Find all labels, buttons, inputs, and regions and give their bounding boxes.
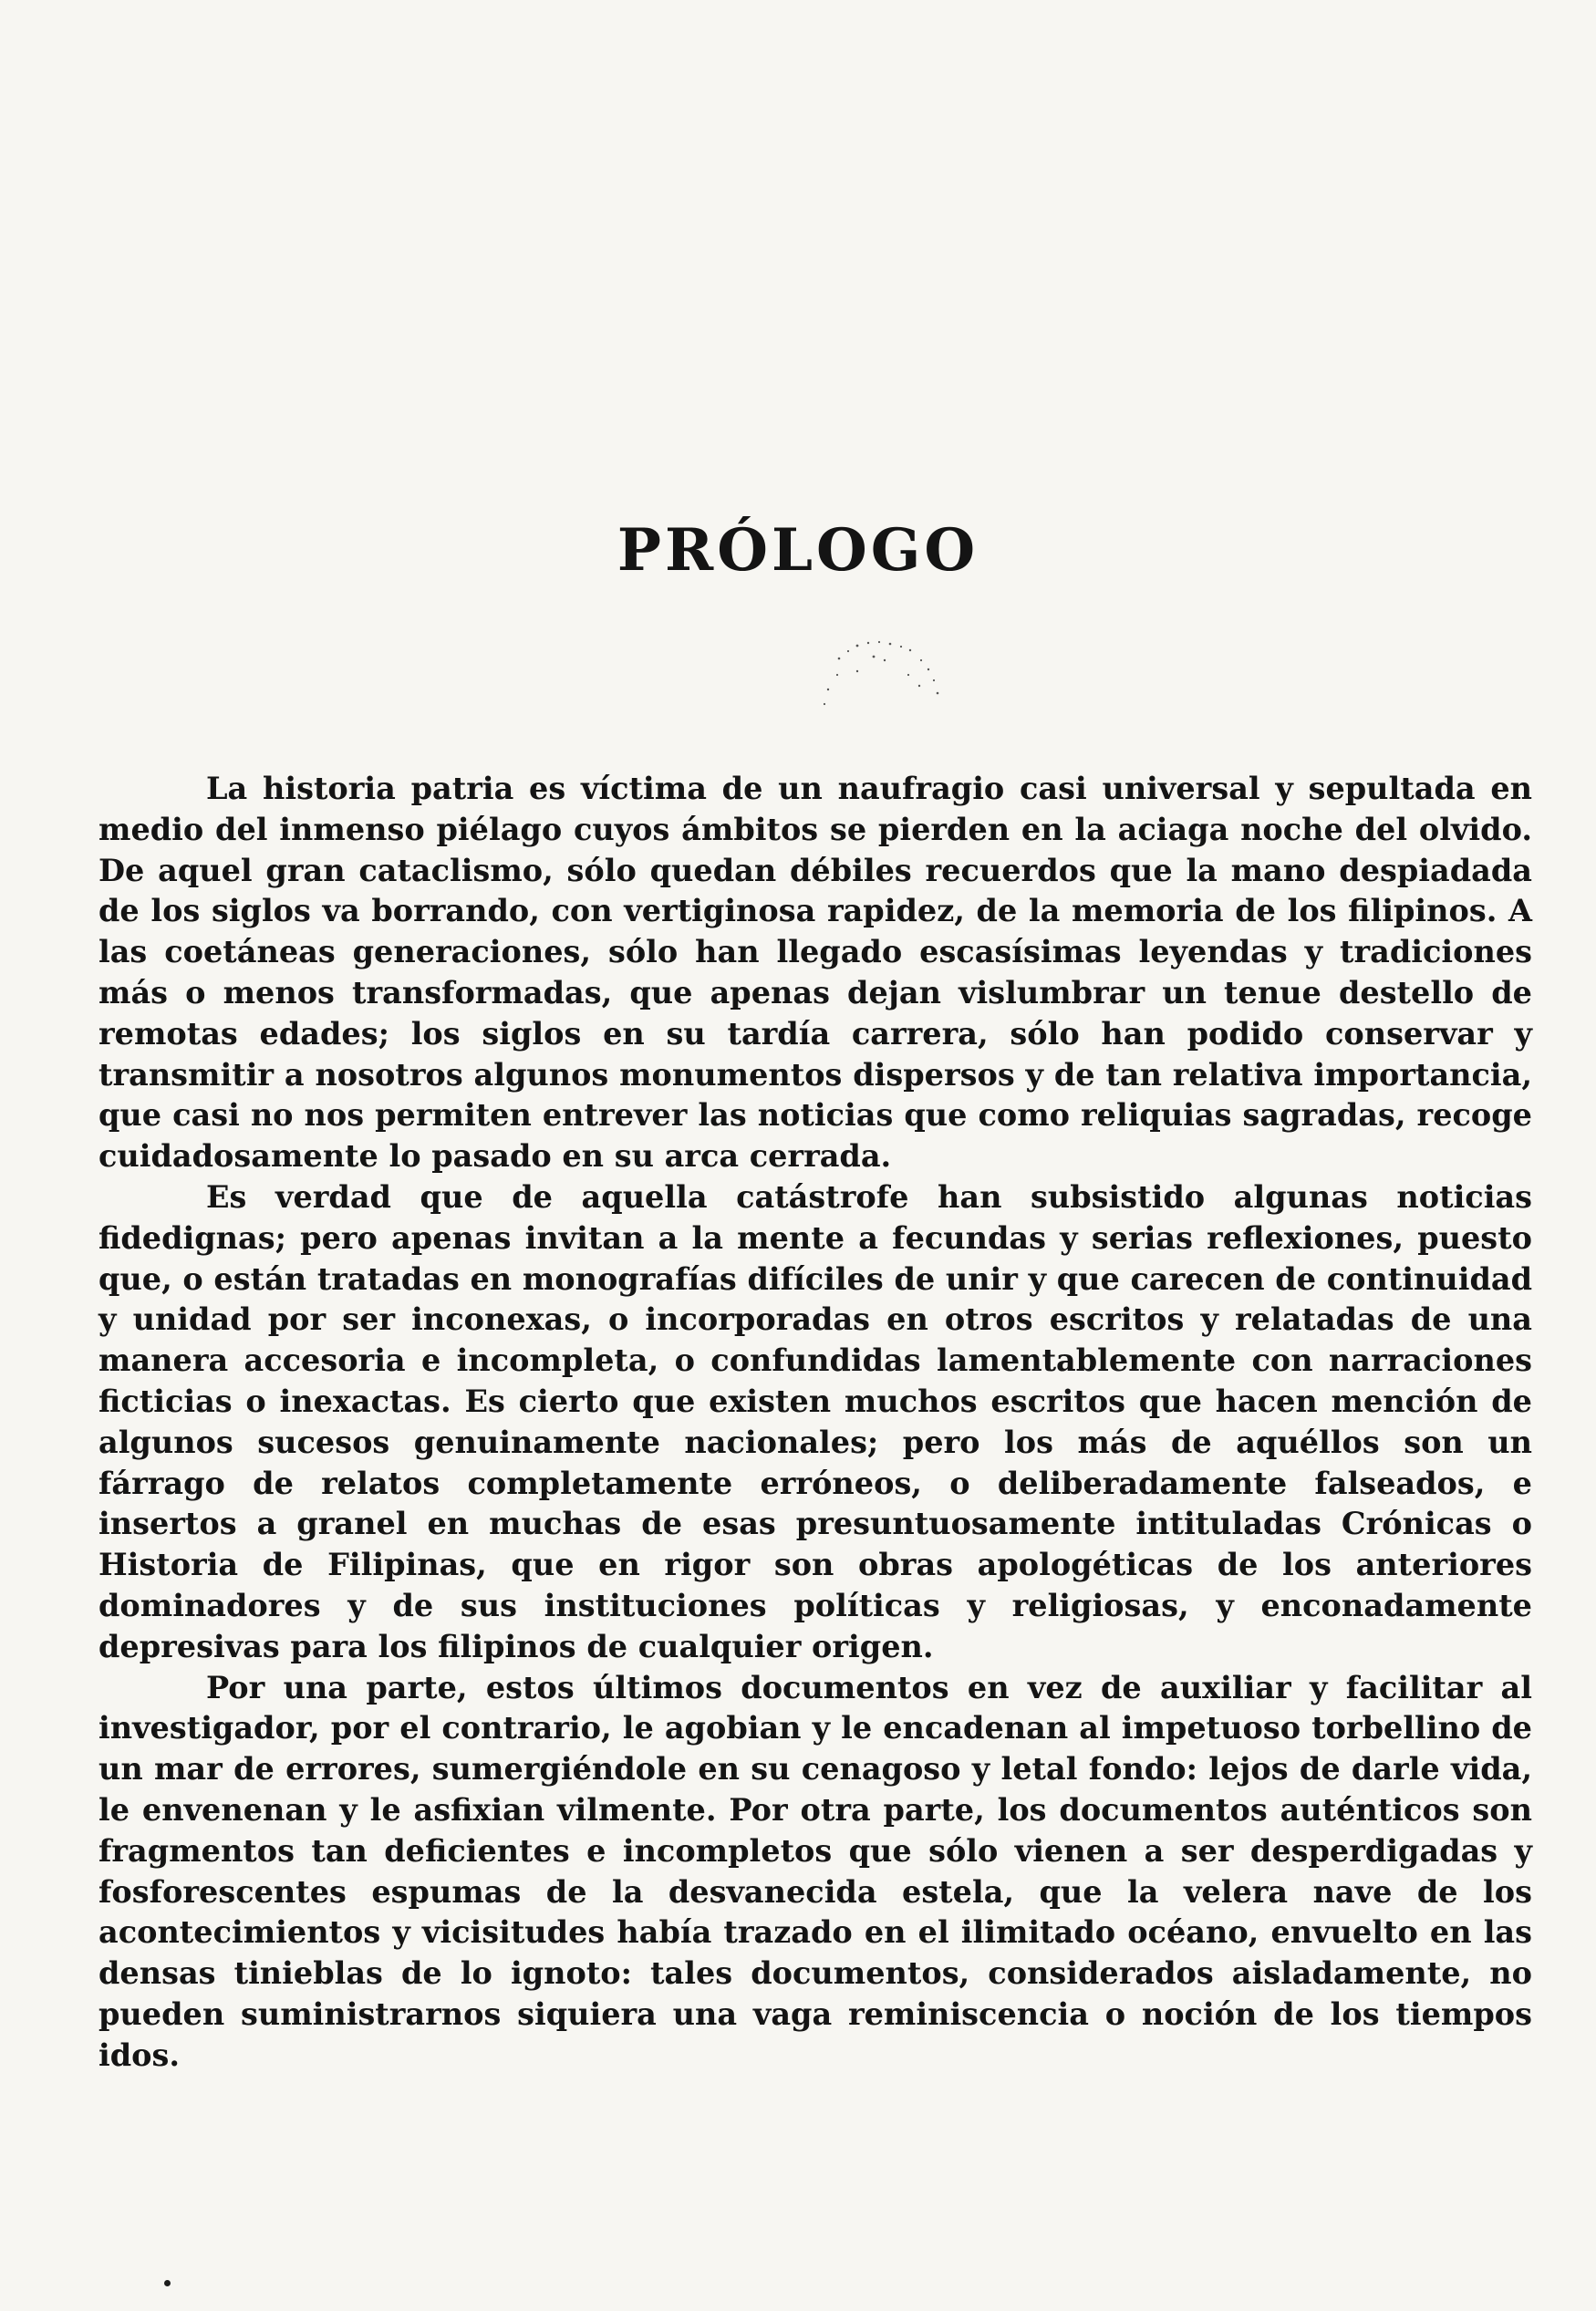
ink-specks-decoration	[821, 638, 1094, 775]
paragraph-2: Es verdad que de aquella catástrofe han subsistido algunas noticias fidedignas; pero apenas invitan a la mente a fecundas y serias reflexiones, puesto que, o están tratadas en monografías difíciles de unir y que carecen de continuidad y unidad por ser inconexas, o incorporadas en otros escritos y relatadas de una manera accesoria e incompleta, o confundidas lamentablemente con narraciones ficticias o inexactas. Es cierto que existen muchos escritos que hacen mención de algunos sucesos genuinamente nacionales; pero los más de aquéllos son un fárrago de relatos completamente erróneos, o deliberadamente falseados, e insertos a granel en muchas de esas presuntuosamente intituladas Crónicas o Historia de Filipinas, que en rigor son obras apologéticas de los anteriores dominadores y de sus instituciones políticas y religiosas, y enconadamente depresivas para los filipinos de cualquier origen.	[98, 1178, 1532, 1664]
body-text	[98, 769, 1532, 2077]
ink-dot-mark	[164, 2280, 171, 2286]
paragraph-3: Por una parte, estos últimos documentos en vez de auxiliar y facilitar al investigador, por el contrario, le agobian y le encadenan al impetuoso torbellino de un mar de errores, sumergiéndole en su cenagoso y letal fondo: lejos de darle vida, le envenenan y le asfixian vilmente. Por otra parte, los documentos auténticos son fragmentos tan deficientes e incompletos que sólo vienen a ser desperdigadas y fosforescentes espumas de la desvanecida estela, que la velera nave de los acontecimientos y vicisitudes había trazado en el ilimitado océano, envuelto en las densas tinieblas de lo ignoto: tales documentos, considerados aisladamente, no pueden suministrarnos siquiera una vaga reminiscencia o noción de los tiempos idos.	[98, 1669, 1532, 2073]
page-title: PRÓLOGO	[617, 516, 979, 585]
paragraph-1: La historia patria es víctima de un naufragio casi universal y sepultada en medio del inmenso piélago cuyos ámbitos se pierden en la aciaga noche del olvido. De aquel gran cataclismo, sólo quedan débiles recuerdos que la mano despiadada de los siglos va borrando, con vertiginosa rapidez, de la memoria de los filipinos. A las coetáneas generaciones, sólo han llegado escasísimas leyendas y tradiciones más o menos transformadas, que apenas dejan vislumbrar un tenue destello de remotas edades; los siglos en su tardía carrera, sólo han podido conservar y transmitir a nosotros algunos monumentos dispersos y de tan relativa importancia, que casi no nos permiten entrever las noticias que como reliquias sagradas, recoge cuidadosamente lo pasado en su arca cerrada.	[98, 771, 1532, 1175]
